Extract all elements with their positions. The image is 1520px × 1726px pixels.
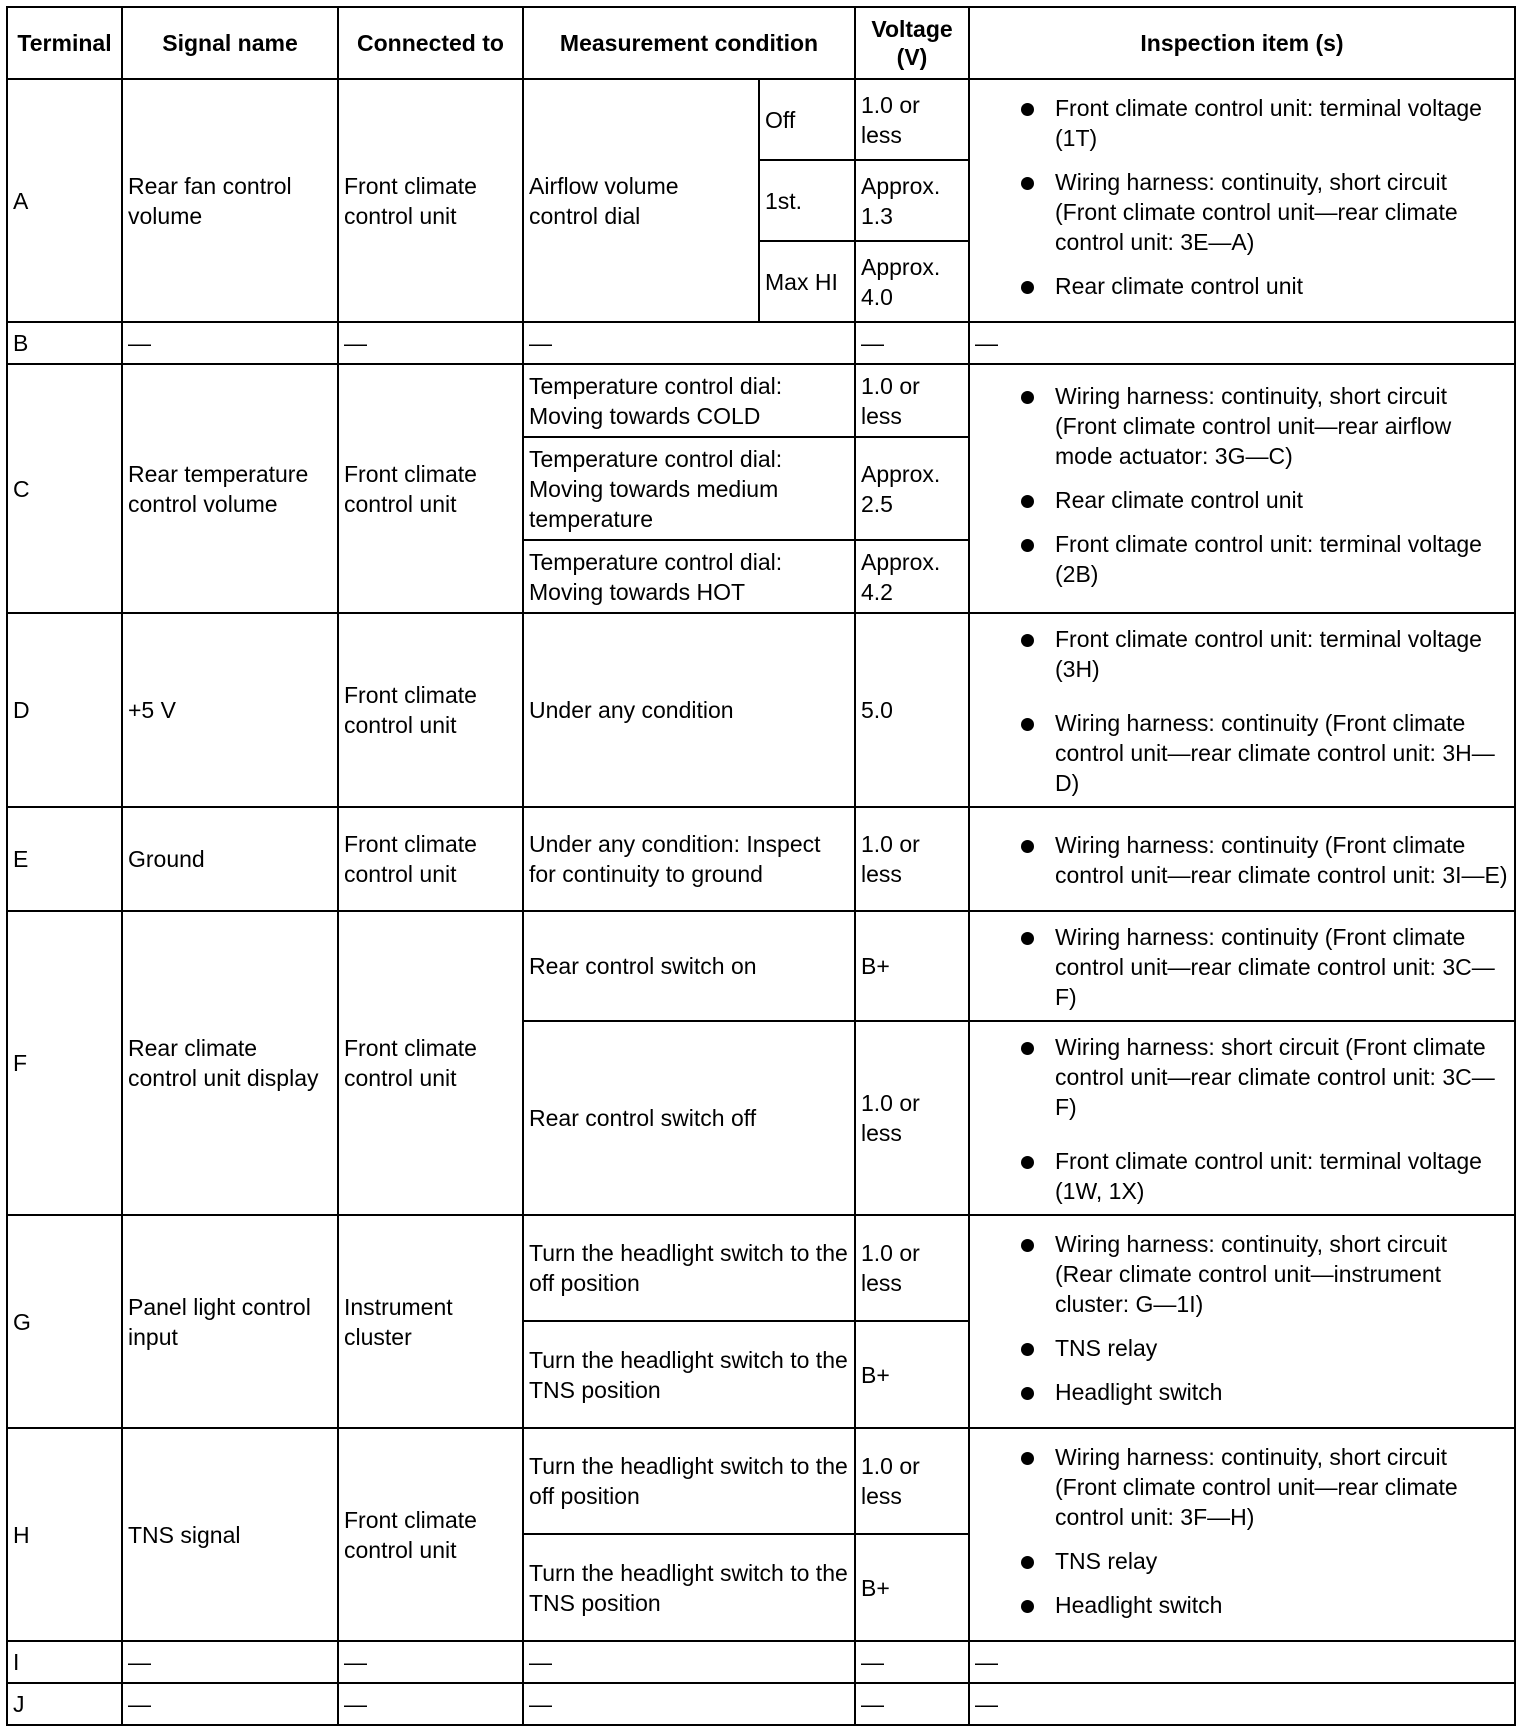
voltage-cell: Approx. 4.0 <box>855 241 969 322</box>
inspection-item: Headlight switch <box>975 1590 1509 1620</box>
condition-cell: Turn the headlight switch to the off position <box>523 1215 855 1321</box>
terminal-cell: D <box>7 613 122 807</box>
header-connected-to: Connected to <box>338 7 523 79</box>
voltage-cell: 5.0 <box>855 613 969 807</box>
terminal-cell: E <box>7 807 122 911</box>
connected-to-cell: — <box>338 322 523 364</box>
voltage-cell: 1.0 or less <box>855 1428 969 1534</box>
connected-to-cell: Front climate control unit <box>338 1428 523 1641</box>
header-measurement-condition: Measurement condition <box>523 7 855 79</box>
condition-cell: Turn the headlight switch to the TNS position <box>523 1321 855 1428</box>
terminal-cell: F <box>7 911 122 1215</box>
terminal-voltage-table <box>6 6 1516 1726</box>
signal-name-cell: Ground <box>122 807 338 911</box>
table-row <box>7 1428 1515 1534</box>
voltage-cell: B+ <box>855 1321 969 1428</box>
voltage-cell: 1.0 or less <box>855 807 969 911</box>
signal-name-cell: TNS signal <box>122 1428 338 1641</box>
voltage-cell: — <box>855 322 969 364</box>
signal-name-cell: — <box>122 322 338 364</box>
terminal-cell: H <box>7 1428 122 1641</box>
inspection-cell: — <box>969 322 1515 364</box>
voltage-cell: 1.0 or less <box>855 79 969 160</box>
inspection-cell <box>969 1021 1515 1215</box>
inspection-item: Front climate control unit: terminal voltage (3H) <box>975 624 1509 684</box>
signal-name-cell: — <box>122 1683 338 1725</box>
inspection-cell <box>969 364 1515 613</box>
inspection-list <box>975 624 1509 798</box>
inspection-list <box>975 1229 1509 1407</box>
signal-name-cell: Rear temperature control volume <box>122 364 338 613</box>
inspection-item: Rear climate control unit <box>975 485 1509 515</box>
connected-to-cell: Front climate control unit <box>338 807 523 911</box>
condition-cell: — <box>523 1641 855 1683</box>
table-row <box>7 613 1515 807</box>
condition-cell: Temperature control dial: Moving towards HOT <box>523 540 855 613</box>
terminal-cell: A <box>7 79 122 322</box>
terminal-cell: J <box>7 1683 122 1725</box>
header-inspection-items: Inspection item (s) <box>969 7 1515 79</box>
inspection-list <box>975 381 1509 589</box>
voltage-cell: B+ <box>855 911 969 1021</box>
inspection-item: TNS relay <box>975 1546 1509 1576</box>
header-terminal: Terminal <box>7 7 122 79</box>
inspection-item: Wiring harness: continuity, short circuit (Front climate control unit—rear airflow mode actuator: 3G—C) <box>975 381 1509 471</box>
inspection-cell <box>969 911 1515 1021</box>
voltage-cell: 1.0 or less <box>855 1021 969 1215</box>
connected-to-cell: — <box>338 1683 523 1725</box>
terminal-cell: I <box>7 1641 122 1683</box>
inspection-item: Wiring harness: continuity, short circuit (Front climate control unit—rear climate control unit: 3F—H) <box>975 1442 1509 1532</box>
signal-name-cell: Panel light control input <box>122 1215 338 1428</box>
terminal-cell: C <box>7 364 122 613</box>
condition-cell: Turn the headlight switch to the TNS position <box>523 1534 855 1641</box>
voltage-cell: Approx. 2.5 <box>855 437 969 540</box>
document-page <box>6 6 1514 1717</box>
condition-cell: Under any condition: Inspect for continuity to ground <box>523 807 855 911</box>
table-row <box>7 807 1515 911</box>
table-row <box>7 79 1515 160</box>
signal-name-cell: Rear climate control unit display <box>122 911 338 1215</box>
inspection-item: Rear climate control unit <box>975 271 1509 301</box>
terminal-cell: G <box>7 1215 122 1428</box>
inspection-item: Wiring harness: continuity (Front climate control unit—rear climate control unit: 3I—E) <box>975 830 1509 890</box>
inspection-cell <box>969 1215 1515 1428</box>
connected-to-cell: — <box>338 1641 523 1683</box>
header-voltage: Voltage (V) <box>855 7 969 79</box>
signal-name-cell: +5 V <box>122 613 338 807</box>
condition-cell: 1st. <box>759 160 855 241</box>
inspection-cell <box>969 79 1515 322</box>
inspection-item: Front climate control unit: terminal voltage (2B) <box>975 529 1509 589</box>
inspection-item: Front climate control unit: terminal voltage (1T) <box>975 93 1509 153</box>
inspection-list <box>975 830 1509 890</box>
voltage-cell: — <box>855 1641 969 1683</box>
condition-cell: Off <box>759 79 855 160</box>
inspection-list <box>975 1032 1509 1206</box>
header-signal-name: Signal name <box>122 7 338 79</box>
condition-cell: Rear control switch off <box>523 1021 855 1215</box>
condition-cell: Temperature control dial: Moving towards medium temperature <box>523 437 855 540</box>
voltage-cell: B+ <box>855 1534 969 1641</box>
inspection-cell <box>969 807 1515 911</box>
condition-cell: Temperature control dial: Moving towards COLD <box>523 364 855 437</box>
inspection-item: Wiring harness: short circuit (Front climate control unit—rear climate control unit: 3C—F) <box>975 1032 1509 1122</box>
inspection-list <box>975 922 1509 1012</box>
voltage-cell: 1.0 or less <box>855 1215 969 1321</box>
inspection-list <box>975 1442 1509 1620</box>
inspection-cell: — <box>969 1641 1515 1683</box>
inspection-cell <box>969 1428 1515 1641</box>
condition-cell: Turn the headlight switch to the off position <box>523 1428 855 1534</box>
inspection-item: Front climate control unit: terminal voltage (1W, 1X) <box>975 1146 1509 1206</box>
condition-group-cell: Airflow volume control dial <box>523 79 759 322</box>
voltage-cell: — <box>855 1683 969 1725</box>
condition-cell: Rear control switch on <box>523 911 855 1021</box>
table-row <box>7 322 1515 364</box>
connected-to-cell: Front climate control unit <box>338 79 523 322</box>
voltage-cell: Approx. 1.3 <box>855 160 969 241</box>
connected-to-cell: Front climate control unit <box>338 613 523 807</box>
condition-cell: — <box>523 322 855 364</box>
inspection-cell <box>969 613 1515 807</box>
terminal-cell: B <box>7 322 122 364</box>
connected-to-cell: Front climate control unit <box>338 911 523 1215</box>
signal-name-cell: Rear fan control volume <box>122 79 338 322</box>
table-row <box>7 911 1515 1021</box>
voltage-cell: 1.0 or less <box>855 364 969 437</box>
header-row <box>7 7 1515 79</box>
inspection-item: Wiring harness: continuity (Front climate control unit—rear climate control unit: 3C—F) <box>975 922 1509 1012</box>
inspection-list <box>975 93 1509 301</box>
table-row <box>7 1215 1515 1321</box>
table-row <box>7 1641 1515 1683</box>
connected-to-cell: Instrument cluster <box>338 1215 523 1428</box>
condition-cell: Under any condition <box>523 613 855 807</box>
table-row <box>7 364 1515 437</box>
voltage-cell: Approx. 4.2 <box>855 540 969 613</box>
inspection-item: Wiring harness: continuity, short circuit (Rear climate control unit—instrument cluster: G—1I) <box>975 1229 1509 1319</box>
inspection-item: TNS relay <box>975 1333 1509 1363</box>
signal-name-cell: — <box>122 1641 338 1683</box>
inspection-item: Wiring harness: continuity (Front climate control unit—rear climate control unit: 3H—D) <box>975 708 1509 798</box>
connected-to-cell: Front climate control unit <box>338 364 523 613</box>
condition-cell: — <box>523 1683 855 1725</box>
table-row <box>7 1683 1515 1725</box>
condition-cell: Max HI <box>759 241 855 322</box>
inspection-item: Headlight switch <box>975 1377 1509 1407</box>
inspection-item: Wiring harness: continuity, short circuit (Front climate control unit—rear climate control unit: 3E—A) <box>975 167 1509 257</box>
inspection-cell: — <box>969 1683 1515 1725</box>
